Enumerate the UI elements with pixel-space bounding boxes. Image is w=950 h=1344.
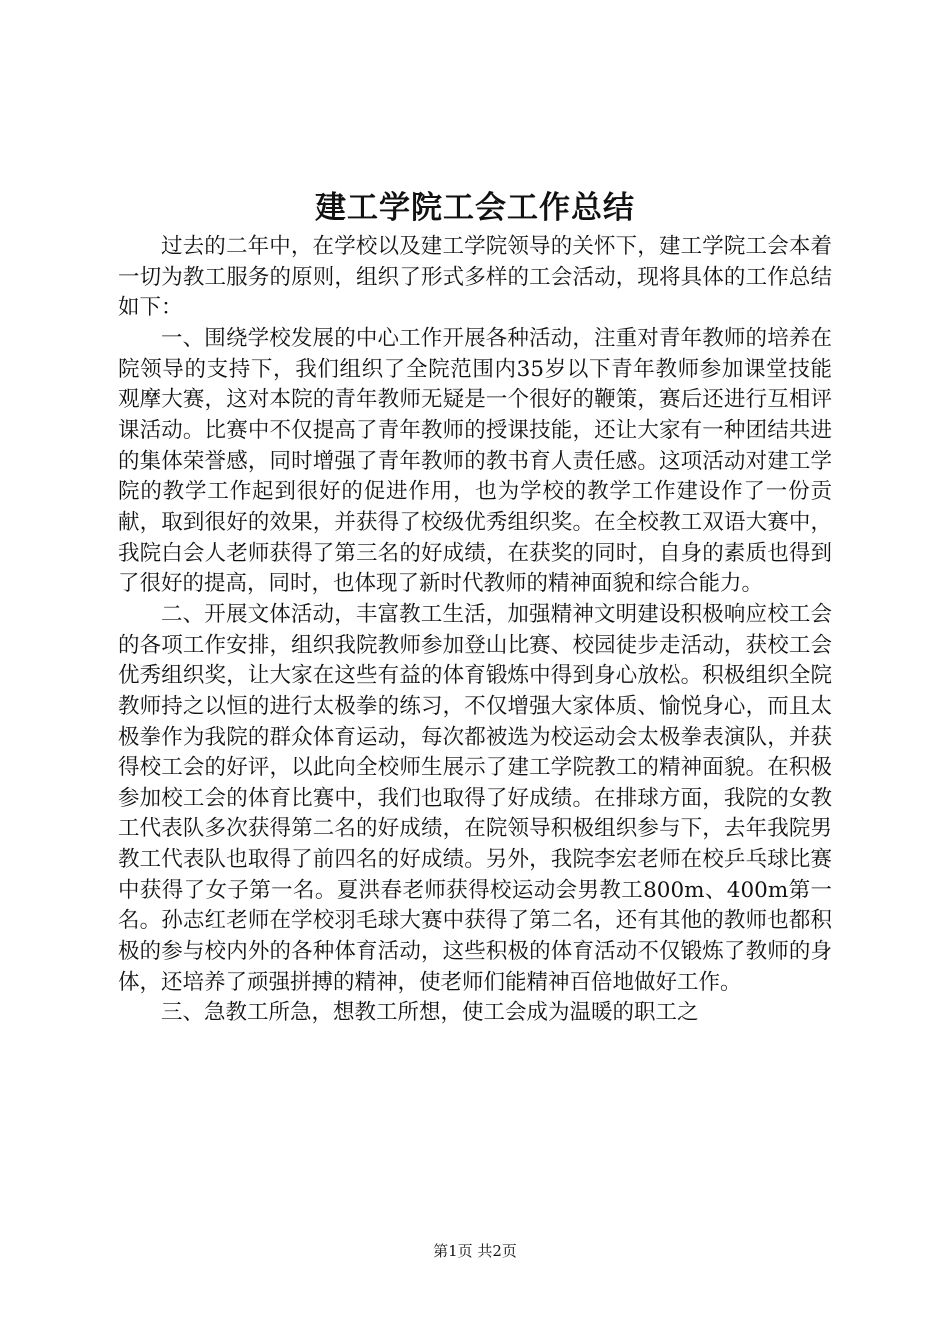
paragraph-intro: 过去的二年中，在学校以及建工学院领导的关怀下，建工学院工会本着一切为教工服务的原则，组织了形式多样的工会活动，现将具体的工作总结如下： xyxy=(118,234,832,321)
document-body xyxy=(118,232,832,1029)
page-footer: 第1页 共2页 xyxy=(433,1242,517,1260)
paragraph-section-1: 一、围绕学校发展的中心工作开展各种活动，注重对青年教师的培养在院领导的支持下，我们组织了全院范围内35岁以下青年教师参加课堂技能观摩大赛，这对本院的青年教师无疑是一个很好的鞭策，赛后还进行互相评课活动。比赛中不仅提高了青年教师的授课技能，还让大家有一种团结共进的集体荣誉感，同时增强了青年教师的教书育人责任感。这项活动对建工学院的教学工作起到很好的促进作用，也为学校的教学工作建设作了一份贡献，取到很好的效果，并获得了校级优秀组织奖。在全校教工双语大赛中，我院白会人老师获得了第三名的好成绩，在获奖的同时，自身的素质也得到了很好的提高，同时，也体现了新时代教师的精神面貌和综合能力。 xyxy=(118,325,832,597)
paragraph-section-3: 三、急教工所急，想教工所想，使工会成为温暖的职工之 xyxy=(161,1000,699,1026)
paragraph-section-2: 二、开展文体活动，丰富教工生活，加强精神文明建设积极响应校工会的各项工作安排，组织我院教师参加登山比赛、校园徒步走活动，获校工会优秀组织奖，让大家在这些有益的体育锻炼中得到身心放松。积极组织全院教师持之以恒的进行太极拳的练习，不仅增强大家体质、愉悦身心，而且太极拳作为我院的群众体育运动，每次都被选为校运动会太极拳表演队，并获得校工会的好评，以此向全校师生展示了建工学院教工的精神面貌。在积极参加校工会的体育比赛中，我们也取得了好成绩。在排球方面，我院的女教工代表队多次获得第二名的好成绩，在院领导积极组织参与下，去年我院男教工代表队也取得了前四名的好成绩。另外，我院李宏老师在校乒乓球比赛中获得了女子第一名。夏洪春老师获得校运动会男教工800m、400m第一名。孙志红老师在学校羽毛球大赛中获得了第二名，还有其他的教师也都积极的参与校内外的各种体育活动，这些积极的体育活动不仅锻炼了教师的身体，还培养了顽强拼搏的精神，使老师们能精神百倍地做好工作。 xyxy=(118,601,832,995)
document-title: 建工学院工会工作总结 xyxy=(315,190,635,226)
